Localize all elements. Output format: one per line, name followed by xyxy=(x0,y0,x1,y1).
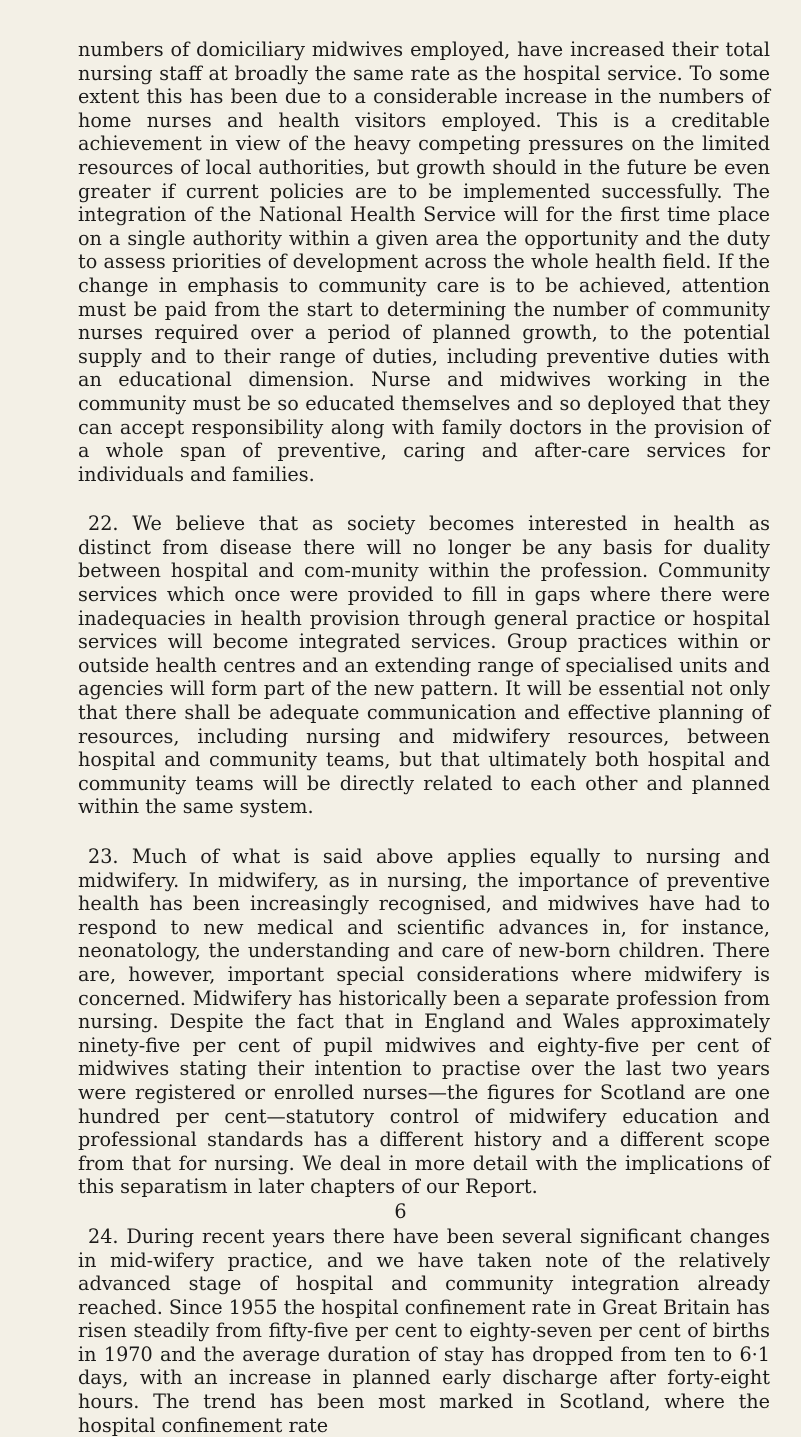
page-number: 6 xyxy=(394,1200,407,1223)
paragraph-22: 22. We believe that as society becomes interested in health as distinct from disease there will no longer be any basis for duality between hospital and com-munity within the profession. Community services which once were provided to fill in gaps where there were inadequacies in health provision through general practice or hospital services will become integrated services. Group practices within or outside health centres and an extending range of specialised units and agencies will form part of the new pattern. It will be essential not only that there shall be adequate communication and effective planning of resources, including nursing and midwifery resources, between hospital and community teams, but that ultimately both hospital and community teams will be directly related to each other and planned within the same system. xyxy=(78,512,770,819)
paragraph-23: 23. Much of what is said above applies equally to nursing and midwifery. In midwifery, as in nursing, the importance of preventive health has been increasingly recognised, and midwives have had to respond to new medical and scientific advances in, for instance, neonatology, the understanding and care of new-born children. There are, however, important special considerations where midwifery is concerned. Midwifery has historically been a separate profession from nursing. Despite the fact that in England and Wales approximately ninety-five per cent of pupil midwives and eighty-five per cent of midwives stating their intention to practise over the last two years were registered or enrolled nurses—the figures for Scotland are one hundred per cent—statutory control of midwifery education and professional standards has a different history and a different scope from that for nursing. We deal in more detail with the implications of this separatism in later chapters of our Report. xyxy=(78,845,770,1199)
paragraph-24: 24. During recent years there have been several significant changes in mid-wifery practice, and we have taken note of the relatively advanced stage of hospital and community integration already reached. Since 1955 the hospital confinement rate in Great Britain has risen steadily from fifty-five per cent to eighty-seven per cent of births in 1970 and the average duration of stay has dropped from ten to 6·1 days, with an increase in planned early discharge after forty-eight hours. The trend has been most marked in Scotland, where the hospital confinement rate xyxy=(78,1224,770,1437)
document-page xyxy=(78,38,770,1437)
paragraph-continued: numbers of domiciliary midwives employed, have increased their total nursing staff at broadly the same rate as the hospital service. To some extent this has been due to a considerable increase in the numbers of home nurses and health visitors employed. This is a creditable achievement in view of the heavy competing pressures on the limited resources of local authorities, but growth should in the future be even greater if current policies are to be implemented successfully. The integration of the National Health Service will for the first time place on a single authority within a given area the opportunity and the duty to assess priorities of development across the whole health field. If the change in emphasis to community care is to be achieved, attention must be paid from the start to determining the number of community nurses required over a period of planned growth, to the potential supply and to their range of duties, including preventive duties with an educational dimension. Nurse and midwives working in the community must be so educated themselves and so deployed that they can accept responsibility along with family doctors in the provision of a whole span of preventive, caring and after-care services for individuals and families. xyxy=(78,38,770,486)
